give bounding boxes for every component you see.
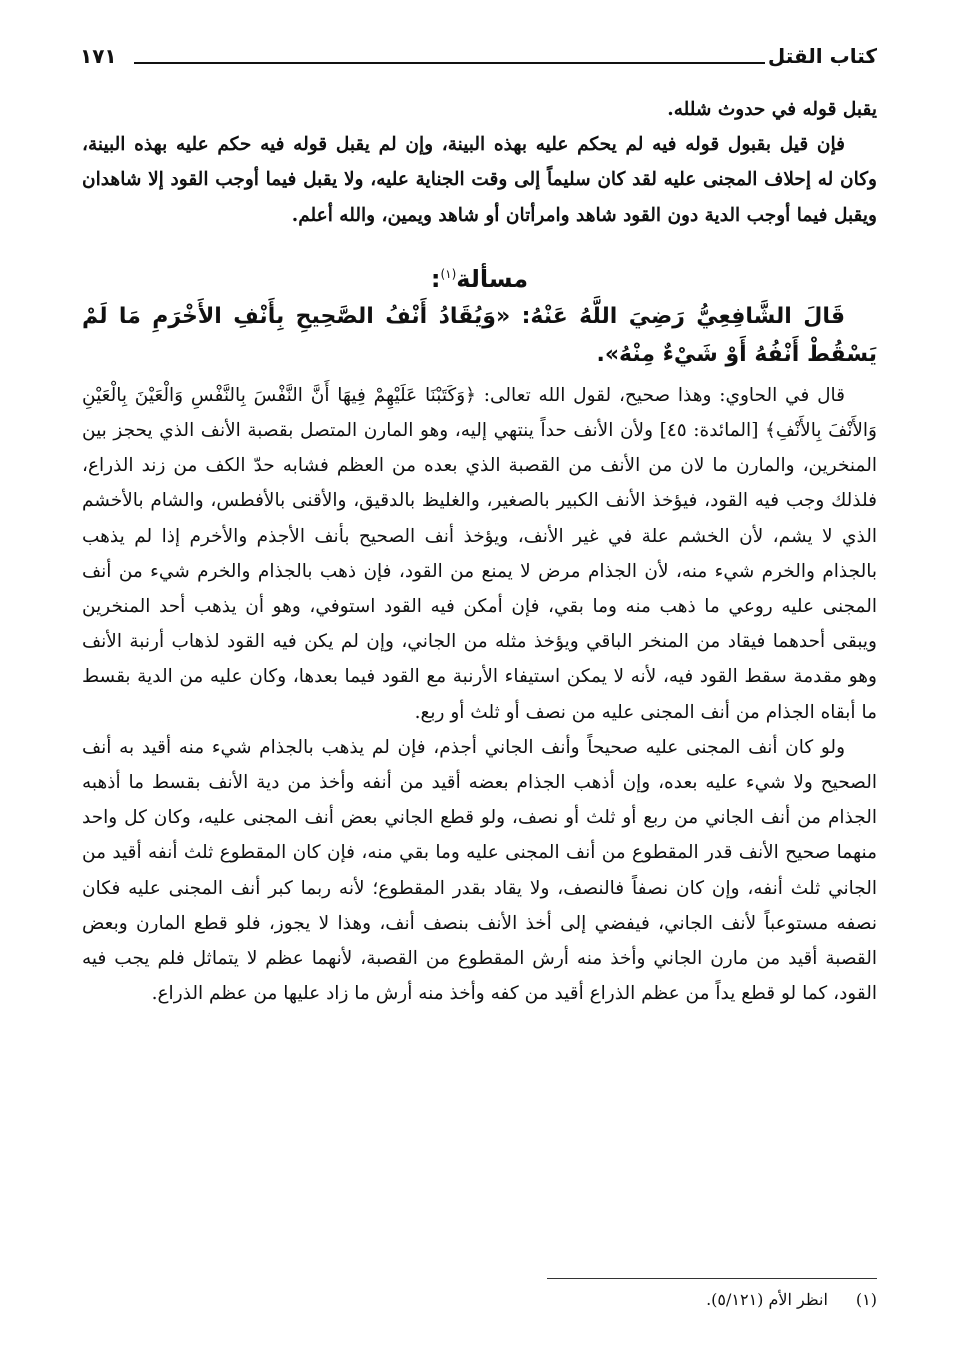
commentary-paragraph-1: قال في الحاوي: وهذا صحيح، لقول الله تعالى: ﴿وَكَتَبْنَا عَلَيْهِمْ فِيهَا أَنَّ النَّفْسَ بِالنَّفْسِ وَالْعَيْنَ بِالْعَيْنِ وَالأَنْفَ بِالأَنْفِ﴾ [المائدة: ٤٥] ولأن الأنف حداً ينتهي إليه، وهو المارن المتصل بقصبة الأنف الذي يحجز بين المنخرين، والمارن ما لان من الأنف من القصبة الذي بعده من العظم فشابه حدّ الكف من زند الذراع، فلذلك وجب فيه القود، فيؤخذ الأنف الكبير بالصغير، والغليظ بالدقيق، والأقنى بالأفطس، والشام بالأخشم الذي لا يشم، لأن الخشم علة في غير الأنف، ويؤخذ أنف الصحيح بأنف الأجذم والأخرم إذا لم يذهب بالجذام والخرم شيء منه، لأن الجذام مرض لا يمنع من القود، فإن ذهب بالجذام والخرم شيء من أنف المجنى عليه روعي ما ذهب منه وما بقي، فإن أمكن فيه القود استوفي، وهو أن يذهب أحد المنخرين ويبقى أحدهما فيقاد من المنخر الباقي ويؤخذ مثله من الجاني، وإن لم يكن فيه القود لذهاب أرنبة الأنف وهو مقدمة سقط القود فيه، لأنه لا يمكن استيفاء الأرنبة مع القود فيما بعدها، وكان عليه من الدية بقسط ما أبقاه الجذام من أنف المجنى عليه من نصف أو ثلث أو ربع. <box>82 384 877 723</box>
footnote-number: (١) <box>855 1290 877 1309</box>
book-title: كتاب القتل <box>767 44 877 68</box>
page-number: ١٧١ <box>80 44 117 68</box>
question-heading <box>82 255 877 298</box>
intro-section <box>82 92 877 233</box>
footnote-rule <box>547 1278 877 1279</box>
footnote-reference[interactable]: (١) <box>440 266 457 281</box>
running-header <box>80 38 877 78</box>
shafii-quote: قَالَ الشَّافِعِيُّ رَضِيَ اللَّهُ عَنْهُ: «وَيُقَادُ أَنْفُ الصَّحِيحِ بِأَنْفِ الأَخْرَمِ مَا لَمْ يَسْقُطْ أَنْفُهُ أَوْ شَيْءٌ مِنْهُ». <box>82 303 877 367</box>
footnote-text: انظر الأم (٥/١٢١). <box>706 1290 828 1309</box>
main-text <box>82 92 877 1011</box>
header-rule <box>134 62 765 64</box>
commentary-paragraph-2: ولو كان أنف المجنى عليه صحيحاً وأنف الجاني أجذم، فإن لم يذهب بالجذام شيء منه أقيد به أنف الصحيح ولا شيء عليه بعده، وإن أذهب الجذام بعضه أقيد من أنفه وأخذ من دية الأنف بقسط ما أذهبه الجذام من أنف الجاني من ربع أو ثلث أو نصف، ولو قطع الجاني بعض أنف المجنى عليه، وكان كل واحد منهما صحيح الأنف قدر المقطوع من أنف المجنى عليه وما بقي منه، فإن كان المقطوع ثلث أنفه أقيد من الجاني ثلث أنفه، وإن كان نصفاً فالنصف، ولا يقاد بقدر المقطوع؛ لأنه ربما كبر أنف المجنى عليه فكان نصفه مستوعباً لأنف الجاني، فيفضي إلى أخذ الأنف بنصف أنف، وهذا لا يجوز، فلو قطع المارن وبعض القصبة أقيد من مارن الجاني وأخذ منه أرش المقطوع من القصبة، لأنهما عظم لا يتماثل فلم يجب فيه القود، كما لو قطع يداً من عظم الذراع أقيد من كفه وأخذ منه أرش ما زاد عليها من عظم الذراع. <box>82 736 877 1005</box>
intro-line: يقبل قوله في حدوث شلله. <box>667 99 877 120</box>
footnote <box>706 1290 877 1309</box>
question-title: مسألة <box>456 264 529 293</box>
question-colon: : <box>430 264 441 293</box>
intro-paragraph: فإن قيل بقبول قوله فيه لم يحكم عليه بهذه البينة، وإن لم يقبل قوله فيه حكم عليه بهذه البينة، وكان له إحلاف المجنى عليه لقد كان سليماً إلى وقت الجناية عليه، ولا يقبل فيما أوجب القود إلا شاهدان ويقبل فيما أوجب الدية دون القود شاهد وامرأتان أو شاهد ويمين، والله أعلم. <box>82 134 877 226</box>
